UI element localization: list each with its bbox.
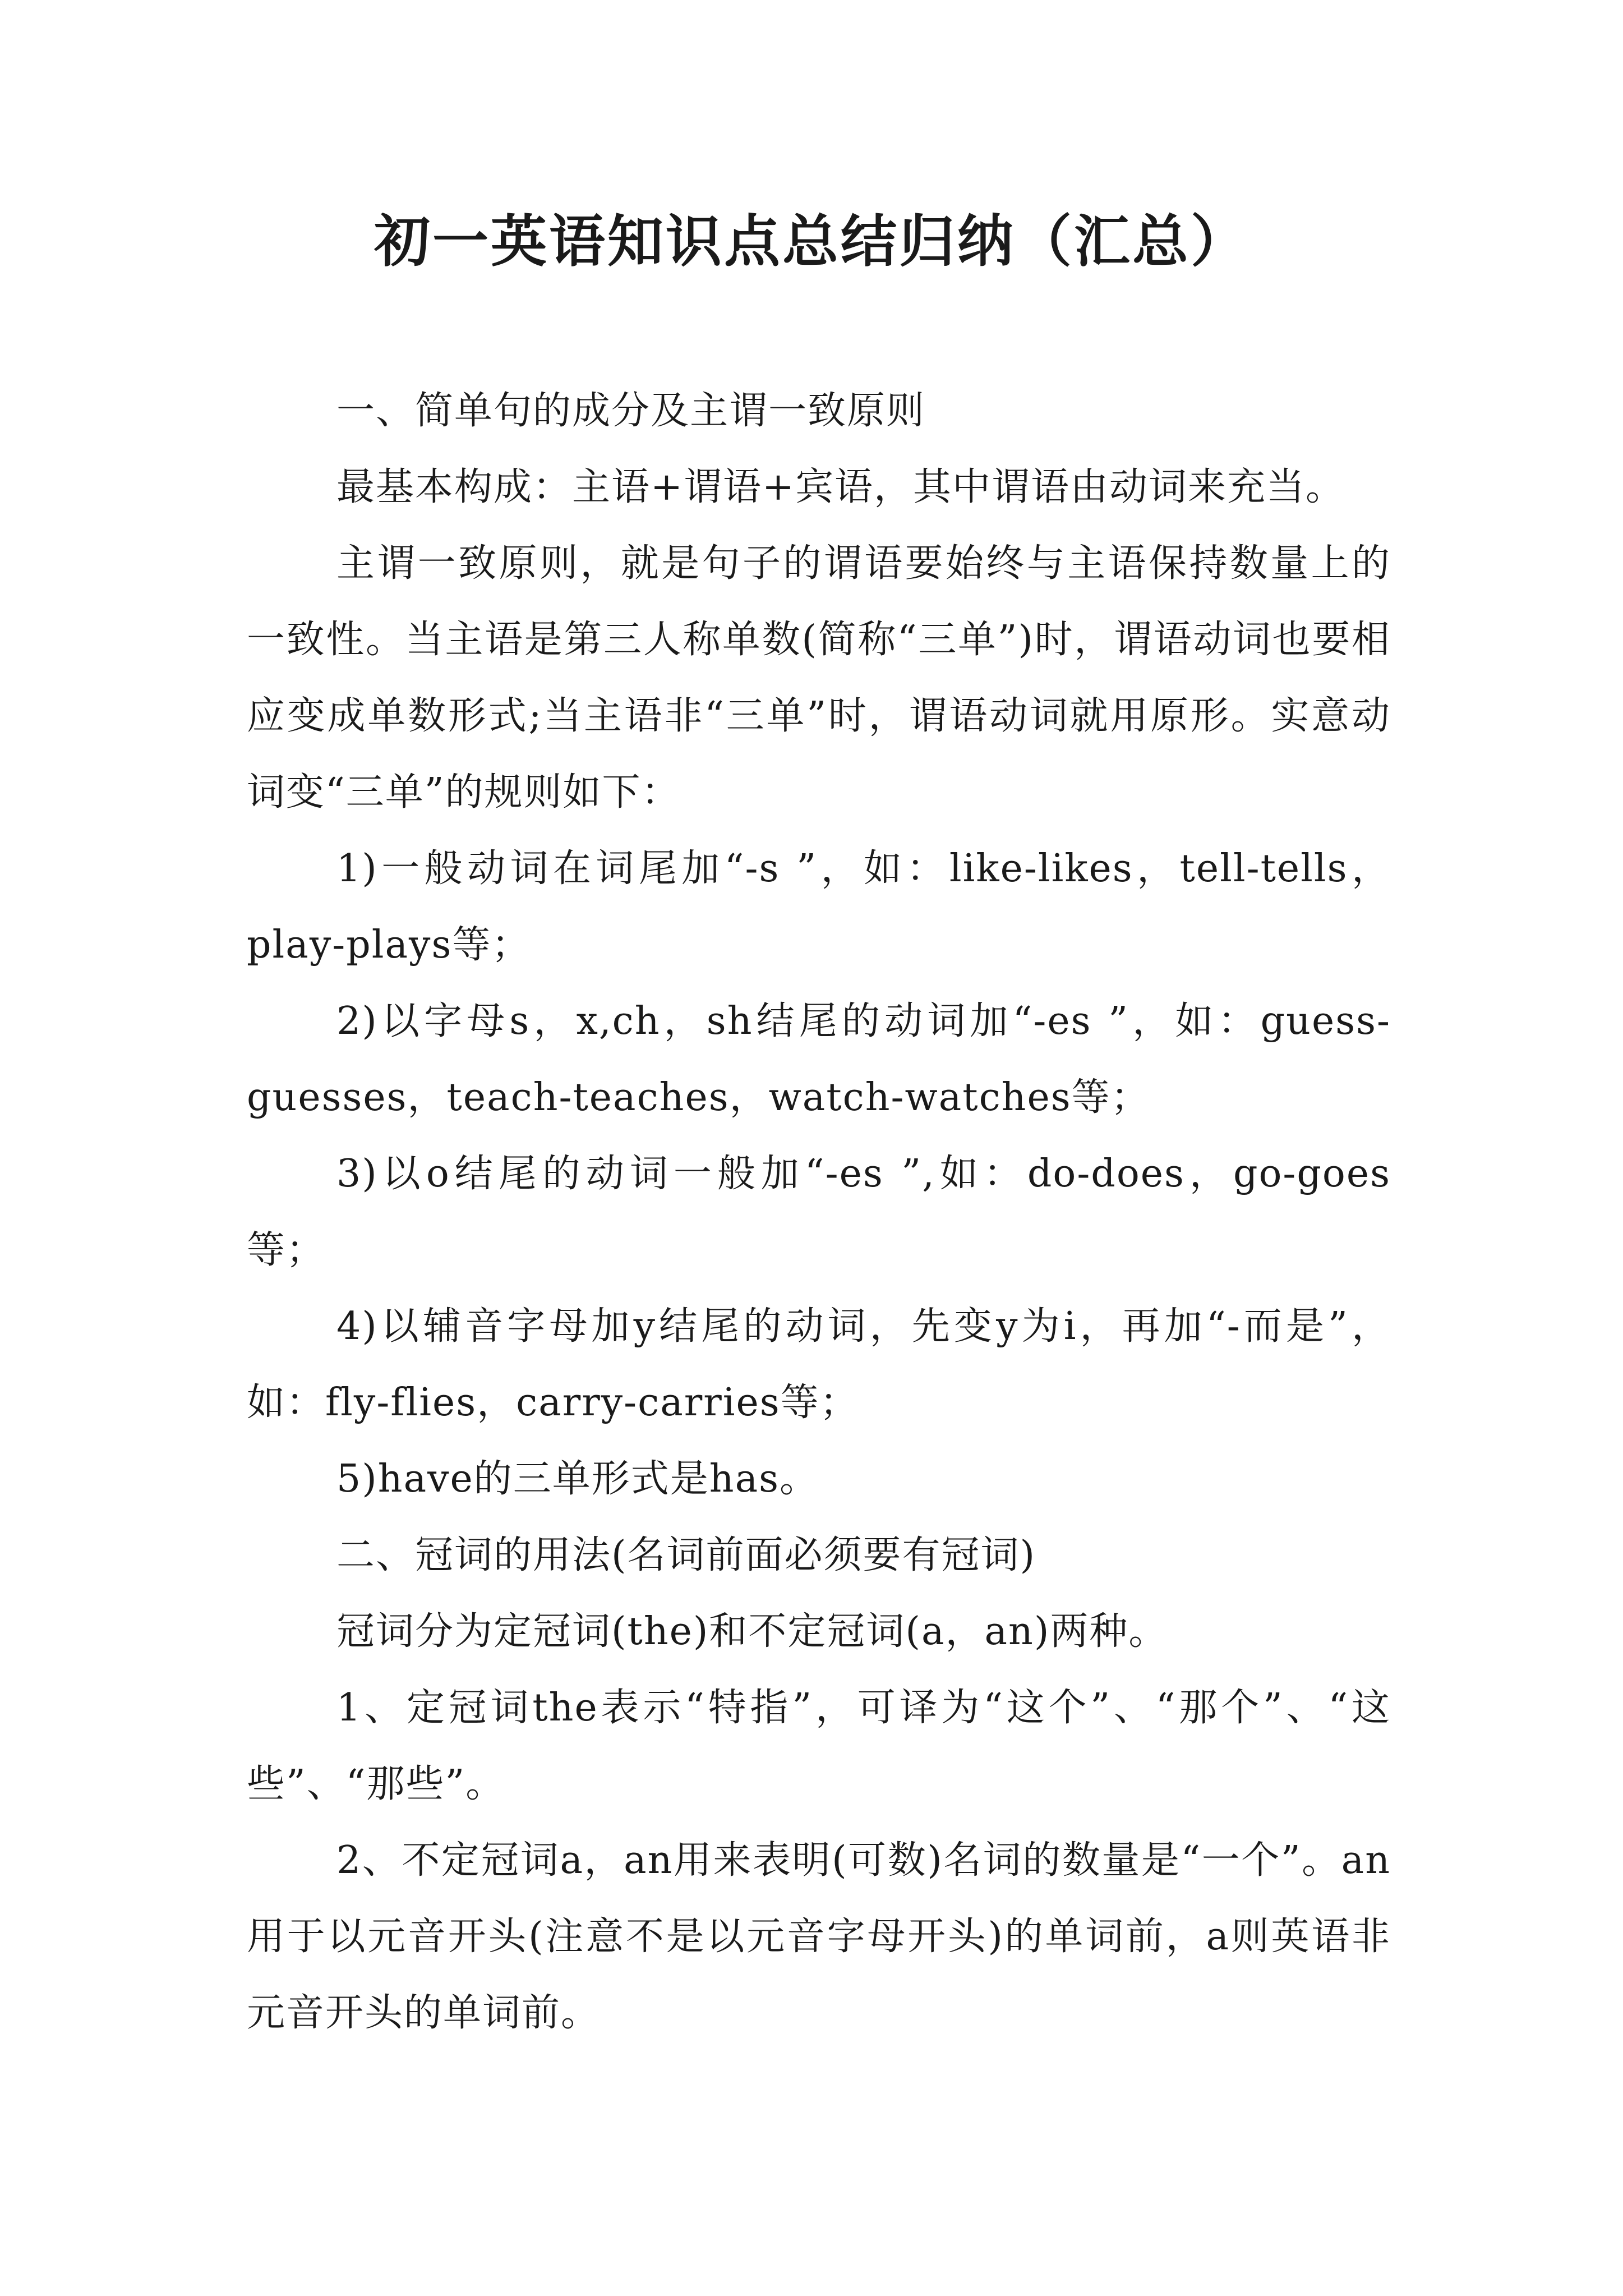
rule-item: 1)一般动词在词尾加“-s ”，如：like-likes，tell-tells，play-plays等； — [247, 846, 1391, 967]
rule-item: 3)以o结尾的动词一般加“-es ”,如：do-does，go-goes等； — [247, 1152, 1391, 1272]
rule-item: 5)have的三单形式是has。 — [336, 1457, 819, 1501]
rule-item: 1、定冠词the表示“特指”，可译为“这个”、“那个”、“这些”、“那些”。 — [247, 1686, 1391, 1806]
section-heading: 二、冠词的用法(名词前面必须要有冠词) — [336, 1533, 1036, 1577]
paragraph: 冠词分为定冠词(the)和不定冠词(a，an)两种。 — [336, 1609, 1168, 1654]
document-title: 初一英语知识点总结归纳（汇总） — [374, 208, 1249, 274]
document-body — [247, 373, 1391, 2051]
rule-item: 2)以字母s，x,ch，sh结尾的动词加“-es ”，如：guess-guesses，teach-teaches，watch-watches等； — [247, 999, 1391, 1120]
rule-item: 2、不定冠词a，an用来表明(可数)名词的数量是“一个”。an用于以元音开头(注意不是以元音字母开头)的单词前，a则英语非元音开头的单词前。 — [247, 1838, 1391, 2035]
paragraph: 主谓一致原则，就是句子的谓语要始终与主语保持数量上的一致性。当主语是第三人称单数(简称“三单”)时，谓语动词也要相应变成单数形式;当主语非“三单”时，谓语动词就用原形。实意动词变“三单”的规则如下： — [247, 541, 1391, 815]
paragraph: 最基本构成：主语+谓语+宾语，其中谓语由动词来充当。 — [336, 465, 1345, 509]
rule-item: 4)以辅音字母加y结尾的动词，先变y为i，再加“-而是”，如：fly-flies，carry-carries等； — [247, 1304, 1391, 1425]
section-heading: 一、简单句的成分及主谓一致原则 — [336, 389, 926, 433]
